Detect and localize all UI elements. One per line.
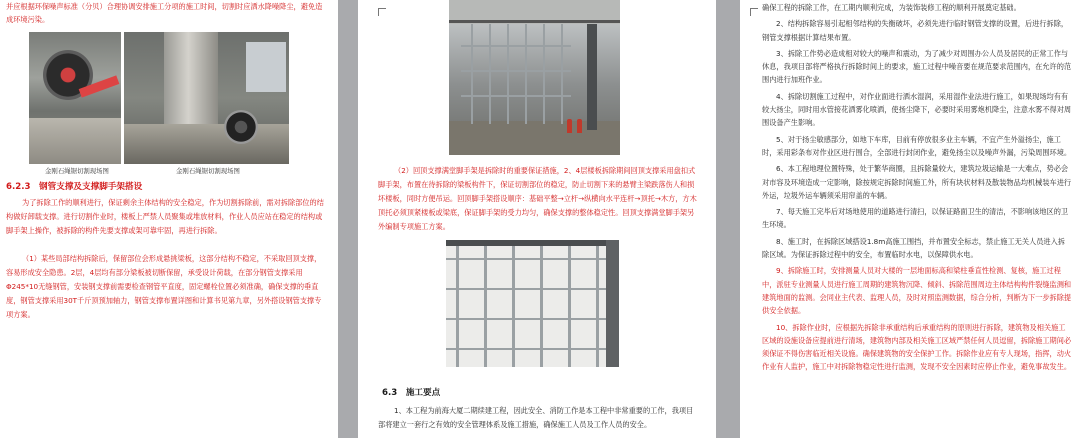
margin-corner-mark (750, 8, 758, 16)
construction-point: 6、本工程地理位置特殊，处于繁华商圈，且拆除量较大，建筑垃圾运输是一大难点，势必会对市容及环境造成一定影响，除按规定拆除时间施工外，所有块状材料及散装物品均机械装车进行外运，垃圾外运车辆须采用帘盖的车辆。 (762, 164, 1072, 200)
photo-caption-right: 金刚石绳锯切割现场图 (176, 167, 240, 175)
page1-paragraph-2: （1）某些局部结构拆除后，保留部位会形成悬挑梁板，这部分结构不稳定，不采取回顶支撑，容易形成安全隐患。2层，4层均有部分梁板被切断保留，承受设计荷载，在部分钢管支撑采用Φ245*10无缝钢管，安装钢支撑前需要检查钢管平直度，固定螺栓位置必须准确，确保支撑的垂直度，钢管支撑采用30T千斤顶预加轴力，钢管支撑布置详图和计算书见第九章，另外搭设钢管支撑专项方案。 (6, 254, 322, 319)
construction-point: 9、拆除施工时，安排测量人员对大楼的一层地面标高和梁柱垂直性检测、复核，施工过程中，派驻专业测量人员进行施工周期的建筑物沉降、倾斜、拆除范围周边主体结构构件裂缝监测和建筑地面的监测。会同业主代表、监理人员，及时对照监测数据，综合分析，判断为下一步拆除提供安全依据。 (762, 266, 1072, 316)
construction-point: 确保工程的拆除工作，在工期内顺利完成，为装饰装修工程的顺利开展奠定基础。 (762, 3, 1021, 12)
document-page-left (0, 0, 338, 438)
section-heading-6-3: 6.3 施工要点 (382, 388, 441, 398)
page1-top-text: 并应根据环保噪声标准（分贝）合理协调安排施工分项的施工时间，切割时应洒水降噪降尘，避免造成环境污染。 (6, 2, 323, 24)
construction-point: 4、拆除切割施工过程中，对作业面进行洒水湿润，采用湿作业法进行施工，如果现场均有有较大扬尘，同时用水管接花洒雾化喷洒，使扬尘降下，必要时采用雾炮机降尘，注意水雾不得对周围设备产生影响。 (762, 91, 1072, 128)
construction-points-list (762, 0, 1072, 374)
photo-diamond-wire-saw-machine (29, 32, 121, 164)
construction-point: 7、每天施工完毕后对场地使用的道路进行清扫，以保证路面卫生的清洁，不影响该地区的卫生环境。 (762, 207, 1069, 230)
photo-caption-left: 金刚石绳锯切割现场图 (45, 167, 109, 175)
photo-scaffold-in-hall (449, 0, 620, 155)
construction-point: 3、拆除工作势必造成相对较大的噪声和震动，为了减少对周围办公人员及居民的正常工作与休息，我项目部将严格执行拆除时间上的要求，施工过程中噪音要在规范要求范围内，在允许的范围内进行加班作业。 (762, 48, 1072, 85)
margin-corner-mark (378, 8, 386, 16)
photo-scaffold-detail (446, 240, 619, 367)
construction-point: 10、拆除作业时，应根据先拆除非承重结构后承重结构的原则进行拆除，建筑物及相关施工区域的设施设备应提前进行清场，建筑物内部及相关施工区域严禁任何人员逗留，拆除施工期间必须保证不得伤害临近相关设施。确保建筑物的安全保护工作。拆除作业应有专人现场，指挥，动火作业有人监护，施工中对拆除物稳定性进行监测，发现不安全因素时应停止作业，避免事故发生。 (762, 322, 1072, 372)
page1-paragraph-1: 为了拆除工作的顺利进行，保证剩余主体结构的安全稳定，作为切割拆除前，需对拆除部位的结构做好卸载支撑。进行切割作业时，楼板上严禁人员聚集或堆放材料，作业人员应站在稳定的结构或脚手架上操作，被拆除的构件先要支撑或架可靠牢固，再进行拆除。 (6, 198, 324, 235)
section-heading-6-2-3: 6.2.3 钢管支撑及支撑脚手架搭设 (6, 182, 143, 192)
construction-point: 2、结构拆除容易引起相邻结构的失衡破坏，必须先进行临时钢管支撑的设置，后进行拆除，钢管支撑根据计算结果布置。 (762, 19, 1069, 42)
photo-column-cutting (124, 32, 289, 164)
document-page-middle (358, 0, 716, 438)
construction-point: 5、对于扬尘敏感部分，如地下车库，目前有停放很多业主车辆，不宜产生外溢扬尘，施工时，采用彩条布对作业区进行围合，全部进行封闭作业，避免扬尘以及噪声外漏，污染周围环境。 (762, 134, 1072, 157)
construction-point: 8、施工时，在拆除区域搭设1.8m高施工围挡，并布置安全标志，禁止施工无关人员进入拆除区域。为保证拆除过程中的安全，布置临时水电，以保障供水电。 (762, 236, 1065, 260)
page2-paragraph-bottom: 1、本工程为前海大厦二期续建工程，因此安全、消防工作是本工程中非常重要的工作，我项目部将建立一套行之有效的安全管理体系及施工措施，确保施工人员及工作人员的安全。 (378, 406, 694, 429)
page2-paragraph-top: （2）回顶支撑满堂脚手架是拆除时的重要保证措施，2、4层楼板拆除期间回顶支撑采用盘扣式脚手架，布置在待拆除的梁板构件下，保证切割部位的稳定，防止切割下来的悬臂主梁跌落伤人和损坏楼板，同时方便吊运。回顶脚手架搭设顺序：基础平整→立杆→纵横向水平连杆→顶托→木方，方木顶托必须顶紧楼板或梁底，保证脚手架的受力均匀，确保支撑的整体稳定性。回顶支撑满堂脚手架另外编制专项施工方案。 (378, 166, 697, 231)
document-page-right (740, 0, 1080, 438)
